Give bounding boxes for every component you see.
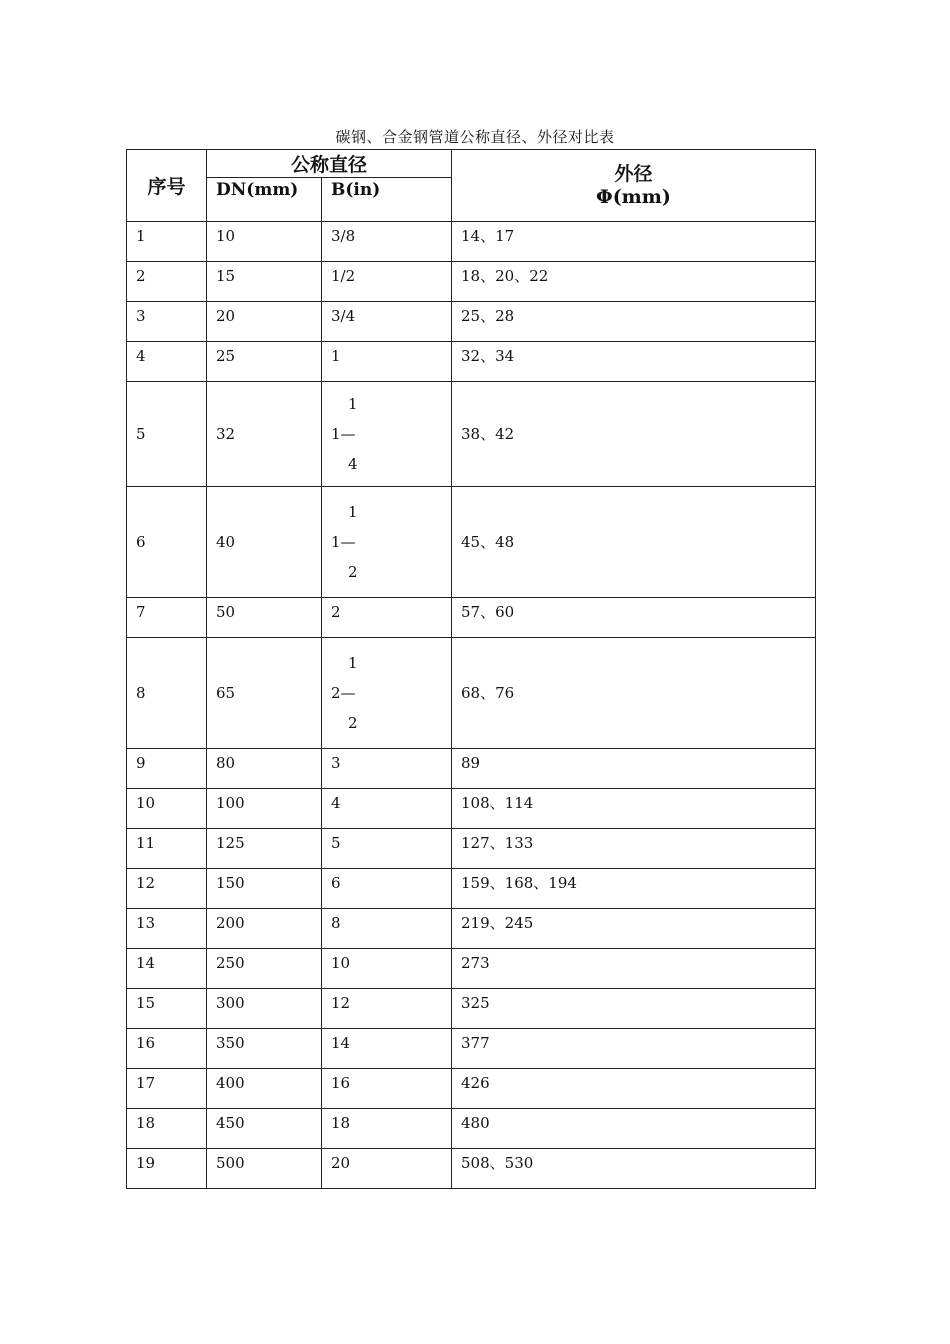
table-row <box>127 487 816 598</box>
table-title: 碳钢、合金钢管道公称直径、外径对比表 <box>335 128 615 146</box>
fraction-denominator: 2 <box>348 714 358 732</box>
cell-seq: 12 <box>127 869 207 909</box>
cell-dn: 10 <box>207 222 322 262</box>
cell-b: 1/2 <box>322 262 452 302</box>
cell-dn: 65 <box>207 638 322 749</box>
table-row <box>127 262 816 302</box>
cell-od: 45、48 <box>452 487 816 598</box>
table-row <box>127 869 816 909</box>
cell-b: 14 <box>322 1029 452 1069</box>
cell-b: 3/8 <box>322 222 452 262</box>
fraction-whole: 1— <box>331 425 356 443</box>
header-outer <box>452 150 816 222</box>
cell-od: 273 <box>452 949 816 989</box>
fraction-whole: 2— <box>331 684 356 702</box>
cell-od: 25、28 <box>452 302 816 342</box>
cell-od: 38、42 <box>452 382 816 487</box>
cell-b: 3 <box>322 749 452 789</box>
table-row <box>127 1029 816 1069</box>
cell-b: 10 <box>322 949 452 989</box>
cell-od: 108、114 <box>452 789 816 829</box>
cell-dn: 20 <box>207 302 322 342</box>
cell-od: 508、530 <box>452 1149 816 1189</box>
cell-od: 377 <box>452 1029 816 1069</box>
cell-od: 57、60 <box>452 598 816 638</box>
cell-seq: 8 <box>127 638 207 749</box>
fraction-numerator: 1 <box>348 654 358 672</box>
cell-b: 2 <box>322 598 452 638</box>
cell-b: 18 <box>322 1109 452 1149</box>
header-nominal: 公称直径 <box>207 150 452 178</box>
cell-od: 18、20、22 <box>452 262 816 302</box>
cell-seq: 6 <box>127 487 207 598</box>
cell-seq: 4 <box>127 342 207 382</box>
cell-dn: 450 <box>207 1109 322 1149</box>
table-row <box>127 829 816 869</box>
cell-b: 16 <box>322 1069 452 1109</box>
cell-seq: 16 <box>127 1029 207 1069</box>
cell-dn: 25 <box>207 342 322 382</box>
cell-od: 480 <box>452 1109 816 1149</box>
cell-od: 219、245 <box>452 909 816 949</box>
cell-b: 3/4 <box>322 302 452 342</box>
cell-b: 5 <box>322 829 452 869</box>
cell-seq: 19 <box>127 1149 207 1189</box>
header-b: B(in) <box>322 178 452 222</box>
cell-b: 12 <box>322 989 452 1029</box>
cell-dn: 500 <box>207 1149 322 1189</box>
cell-seq: 3 <box>127 302 207 342</box>
table-row <box>127 598 816 638</box>
header-seq: 序号 <box>127 150 207 222</box>
table-row <box>127 789 816 829</box>
fraction-denominator: 2 <box>348 563 358 581</box>
table-row <box>127 638 816 749</box>
cell-dn: 125 <box>207 829 322 869</box>
table-row <box>127 1109 816 1149</box>
table-row <box>127 342 816 382</box>
cell-dn: 15 <box>207 262 322 302</box>
fraction-numerator: 1 <box>348 503 358 521</box>
cell-b <box>322 487 452 598</box>
cell-seq: 2 <box>127 262 207 302</box>
cell-seq: 5 <box>127 382 207 487</box>
cell-dn: 150 <box>207 869 322 909</box>
cell-seq: 10 <box>127 789 207 829</box>
cell-b: 6 <box>322 869 452 909</box>
table-row <box>127 989 816 1029</box>
cell-seq: 9 <box>127 749 207 789</box>
cell-b <box>322 382 452 487</box>
cell-dn: 400 <box>207 1069 322 1109</box>
header-outer-unit: Φ(mm) <box>596 185 671 208</box>
cell-dn: 250 <box>207 949 322 989</box>
cell-seq: 15 <box>127 989 207 1029</box>
cell-b: 20 <box>322 1149 452 1189</box>
cell-dn: 200 <box>207 909 322 949</box>
table-row <box>127 302 816 342</box>
cell-dn: 80 <box>207 749 322 789</box>
cell-seq: 17 <box>127 1069 207 1109</box>
cell-od: 127、133 <box>452 829 816 869</box>
cell-seq: 14 <box>127 949 207 989</box>
cell-od: 68、76 <box>452 638 816 749</box>
cell-dn: 32 <box>207 382 322 487</box>
cell-seq: 11 <box>127 829 207 869</box>
table-row <box>127 1069 816 1109</box>
table-row <box>127 949 816 989</box>
cell-seq: 7 <box>127 598 207 638</box>
fraction <box>331 389 358 479</box>
cell-seq: 1 <box>127 222 207 262</box>
cell-dn: 40 <box>207 487 322 598</box>
header-outer-label: 外径 <box>614 162 653 185</box>
cell-od: 325 <box>452 989 816 1029</box>
cell-dn: 100 <box>207 789 322 829</box>
cell-b: 1 <box>322 342 452 382</box>
fraction <box>331 648 358 738</box>
cell-b: 8 <box>322 909 452 949</box>
cell-dn: 50 <box>207 598 322 638</box>
table-row <box>127 222 816 262</box>
fraction <box>331 497 358 587</box>
cell-b <box>322 638 452 749</box>
cell-dn: 350 <box>207 1029 322 1069</box>
table-row <box>127 749 816 789</box>
cell-od: 89 <box>452 749 816 789</box>
header-dn: DN(mm) <box>207 178 322 222</box>
cell-od: 426 <box>452 1069 816 1109</box>
table-row <box>127 1149 816 1189</box>
cell-od: 14、17 <box>452 222 816 262</box>
cell-seq: 18 <box>127 1109 207 1149</box>
table-row <box>127 909 816 949</box>
cell-od: 32、34 <box>452 342 816 382</box>
pipe-size-table <box>126 149 816 1189</box>
cell-dn: 300 <box>207 989 322 1029</box>
cell-seq: 13 <box>127 909 207 949</box>
fraction-denominator: 4 <box>348 455 358 473</box>
table-row <box>127 382 816 487</box>
fraction-numerator: 1 <box>348 395 358 413</box>
fraction-whole: 1— <box>331 533 356 551</box>
cell-b: 4 <box>322 789 452 829</box>
cell-od: 159、168、194 <box>452 869 816 909</box>
